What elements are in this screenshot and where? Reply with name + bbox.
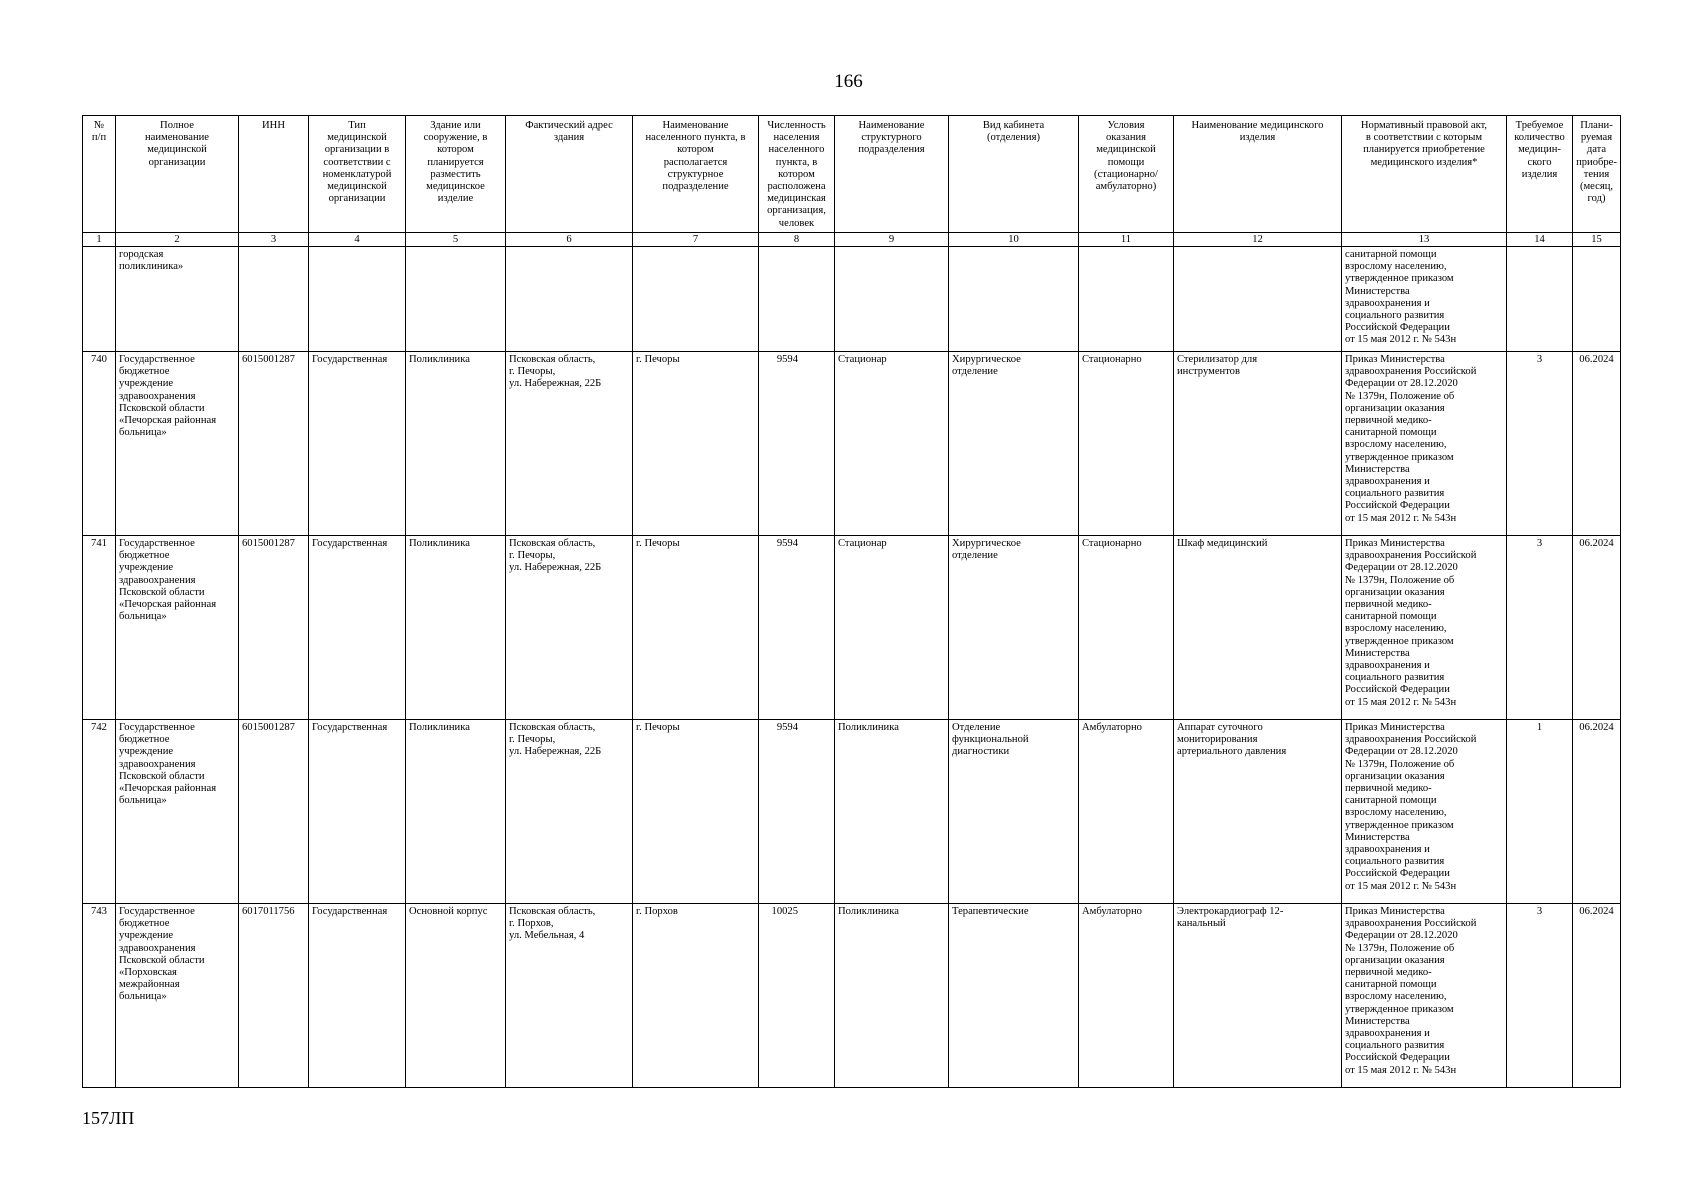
column-number: 15 [1573,233,1621,247]
column-number-row [83,233,1621,247]
cell-org-type: Государственная [309,720,406,904]
cell-quantity [1507,247,1573,352]
header-cell-9: Наименование структурного подразделения [835,116,949,233]
cell-settlement [633,247,759,352]
column-number: 11 [1079,233,1174,247]
cell-organization: Государственное бюджетное учреждение здравоохранения Псковской области «Печорская районная больница» [116,536,239,720]
cell-subdivision: Поликлиника [835,720,949,904]
cell-population: 10025 [759,904,835,1088]
cell-device: Электрокардиограф 12- канальный [1174,904,1342,1088]
cell-organization: городская поликлиника» [116,247,239,352]
cell-date: 06.2024 [1573,720,1621,904]
cell-quantity: 3 [1507,904,1573,1088]
cell-num [83,247,116,352]
column-number: 5 [406,233,506,247]
cell-cabinet: Хирургическое отделение [949,536,1079,720]
cell-subdivision [835,247,949,352]
column-number: 4 [309,233,406,247]
cell-conditions: Стационарно [1079,536,1174,720]
cell-cabinet: Отделение функциональной диагностики [949,720,1079,904]
table-row [83,720,1621,904]
cell-population: 9594 [759,536,835,720]
cell-org-type: Государственная [309,536,406,720]
column-number: 12 [1174,233,1342,247]
column-number: 3 [239,233,309,247]
cell-inn: 6017011756 [239,904,309,1088]
cell-inn: 6015001287 [239,720,309,904]
column-number: 2 [116,233,239,247]
header-cell-7: Наименование населенного пункта, в котором располагается структурное подразделение [633,116,759,233]
column-number: 7 [633,233,759,247]
cell-conditions: Стационарно [1079,352,1174,536]
cell-date [1573,247,1621,352]
cell-address [506,247,633,352]
header-cell-1: № п/п [83,116,116,233]
cell-address: Псковская область, г. Печоры, ул. Набережная, 22Б [506,536,633,720]
cell-address: Псковская область, г. Печоры, ул. Набережная, 22Б [506,720,633,904]
cell-address: Псковская область, г. Печоры, ул. Набережная, 22Б [506,352,633,536]
cell-population: 9594 [759,720,835,904]
cell-population [759,247,835,352]
cell-quantity: 3 [1507,536,1573,720]
cell-subdivision: Поликлиника [835,904,949,1088]
cell-date: 06.2024 [1573,352,1621,536]
cell-population: 9594 [759,352,835,536]
header-cell-15: Плани- руемая дата приобре- тения (месяц, год) [1573,116,1621,233]
cell-inn [239,247,309,352]
column-number: 6 [506,233,633,247]
table-row-continuation [83,247,1621,352]
cell-subdivision: Стационар [835,536,949,720]
table-row [83,352,1621,536]
header-cell-10: Вид кабинета (отделения) [949,116,1079,233]
column-number: 9 [835,233,949,247]
cell-quantity: 3 [1507,352,1573,536]
header-cell-13: Нормативный правовой акт, в соответствии с которым планируется приобретение медицинского изделия* [1342,116,1507,233]
cell-org-type [309,247,406,352]
cell-cabinet: Хирургическое отделение [949,352,1079,536]
cell-settlement: г. Печоры [633,352,759,536]
cell-building: Основной корпус [406,904,506,1088]
cell-building: Поликлиника [406,536,506,720]
column-number: 8 [759,233,835,247]
page-number: 166 [834,71,863,92]
cell-address: Псковская область, г. Порхов, ул. Мебельная, 4 [506,904,633,1088]
cell-settlement: г. Печоры [633,720,759,904]
cell-cabinet: Терапевтические [949,904,1079,1088]
cell-normative-act: Приказ Министерства здравоохранения Российской Федерации от 28.12.2020 № 1379н, Положение об организации оказания первичной медико- санитарной помощи взрослому населению, утвержденное приказом Министерства здравоохранения и социального развития Российской Федерации от 15 мая 2012 г. № 543н [1342,720,1507,904]
header-cell-14: Требуемое количество медицин- ского изделия [1507,116,1573,233]
cell-normative-act: Приказ Министерства здравоохранения Российской Федерации от 28.12.2020 № 1379н, Положение об организации оказания первичной медико- санитарной помощи взрослому населению, утвержденное приказом Министерства здравоохранения и социального развития Российской Федерации от 15 мая 2012 г. № 543н [1342,904,1507,1088]
header-cell-11: Условия оказания медицинской помощи (стационарно/ амбулаторно) [1079,116,1174,233]
cell-settlement: г. Порхов [633,904,759,1088]
column-number: 14 [1507,233,1573,247]
cell-organization: Государственное бюджетное учреждение здравоохранения Псковской области «Порховская межрайонная больница» [116,904,239,1088]
header-cell-8: Численность населения населенного пункта, в котором расположена медицинская организация, человек [759,116,835,233]
cell-conditions: Амбулаторно [1079,904,1174,1088]
cell-cabinet [949,247,1079,352]
cell-num: 743 [83,904,116,1088]
cell-organization: Государственное бюджетное учреждение здравоохранения Псковской области «Печорская районная больница» [116,720,239,904]
cell-org-type: Государственная [309,352,406,536]
cell-org-type: Государственная [309,904,406,1088]
cell-normative-act: Приказ Министерства здравоохранения Российской Федерации от 28.12.2020 № 1379н, Положение об организации оказания первичной медико- санитарной помощи взрослому населению, утвержденное приказом Министерства здравоохранения и социального развития Российской Федерации от 15 мая 2012 г. № 543н [1342,536,1507,720]
column-number: 13 [1342,233,1507,247]
cell-inn: 6015001287 [239,352,309,536]
cell-building: Поликлиника [406,720,506,904]
cell-conditions: Амбулаторно [1079,720,1174,904]
cell-inn: 6015001287 [239,536,309,720]
cell-num: 740 [83,352,116,536]
cell-date: 06.2024 [1573,536,1621,720]
column-number: 10 [949,233,1079,247]
table-row [83,536,1621,720]
cell-normative-act: санитарной помощи взрослому населению, утвержденное приказом Министерства здравоохранения и социального развития Российской Федерации от 15 мая 2012 г. № 543н [1342,247,1507,352]
column-number: 1 [83,233,116,247]
cell-device: Аппарат суточного мониторирования артериального давления [1174,720,1342,904]
header-cell-4: Тип медицинской организации в соответствии с номенклатурой медицинской организации [309,116,406,233]
procurement-table [82,115,1621,1088]
cell-num: 742 [83,720,116,904]
header-cell-12: Наименование медицинского изделия [1174,116,1342,233]
cell-device: Шкаф медицинский [1174,536,1342,720]
header-cell-6: Фактический адрес здания [506,116,633,233]
document-code: 157ЛП [82,1108,135,1128]
header-cell-3: ИНН [239,116,309,233]
table-row [83,904,1621,1088]
header-cell-5: Здание или сооружение, в котором планируется разместить медицинское изделие [406,116,506,233]
cell-subdivision: Стационар [835,352,949,536]
cell-date: 06.2024 [1573,904,1621,1088]
cell-settlement: г. Печоры [633,536,759,720]
cell-device: Стерилизатор для инструментов [1174,352,1342,536]
cell-normative-act: Приказ Министерства здравоохранения Российской Федерации от 28.12.2020 № 1379н, Положение об организации оказания первичной медико- санитарной помощи взрослому населению, утвержденное приказом Министерства здравоохранения и социального развития Российской Федерации от 15 мая 2012 г. № 543н [1342,352,1507,536]
cell-building [406,247,506,352]
cell-building: Поликлиника [406,352,506,536]
cell-quantity: 1 [1507,720,1573,904]
cell-device [1174,247,1342,352]
cell-num: 741 [83,536,116,720]
cell-conditions [1079,247,1174,352]
header-cell-2: Полное наименование медицинской организации [116,116,239,233]
cell-organization: Государственное бюджетное учреждение здравоохранения Псковской области «Печорская районная больница» [116,352,239,536]
header-row [83,116,1621,233]
